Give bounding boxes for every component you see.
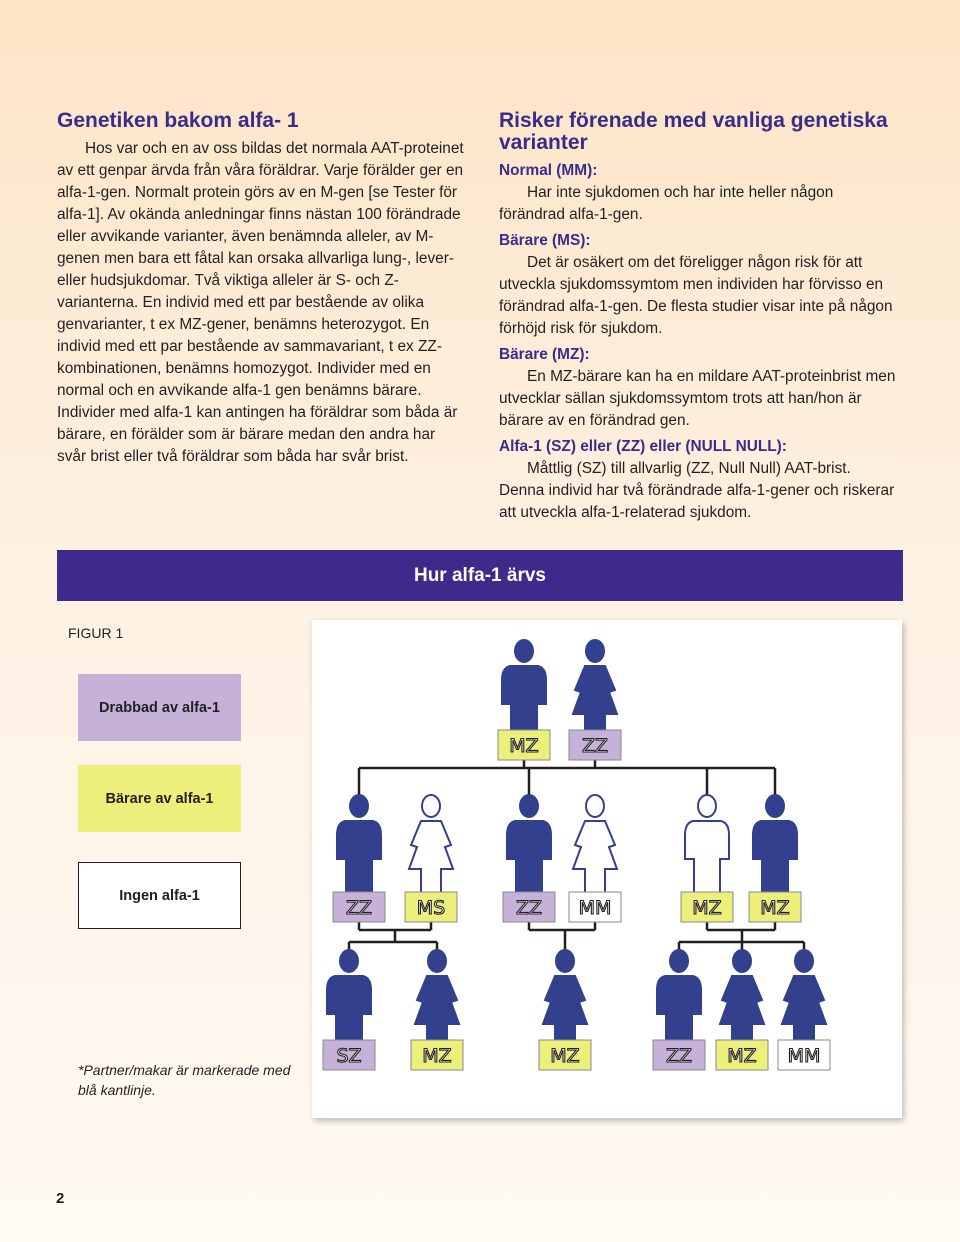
genotype-label: MM bbox=[578, 897, 612, 919]
figure-label: FIGUR 1 bbox=[68, 625, 124, 641]
genotype-label: MZ bbox=[422, 1045, 452, 1067]
genotype-label: SZ bbox=[336, 1045, 362, 1067]
genotype-label: ZZ bbox=[345, 897, 373, 919]
genotype-label: MZ bbox=[760, 897, 790, 919]
risk-heading: Alfa-1 (SZ) eller (ZZ) eller (NULL NULL): bbox=[499, 438, 787, 455]
genotype-label: ZZ bbox=[515, 897, 543, 919]
female-figure-icon bbox=[415, 950, 459, 1050]
genetics-section bbox=[57, 110, 467, 468]
pedigree-person bbox=[681, 795, 733, 922]
risk-text: Måttlig (SZ) till allvarlig (ZZ, Null Null) AAT-brist. Denna individ har två förändrade alfa-1-gener och riskerar att utveckla alfa-1-relaterad sjukdom. bbox=[499, 460, 895, 521]
risk-item-carrier-ms bbox=[499, 230, 899, 340]
male-figure-icon bbox=[337, 795, 381, 895]
figure-banner: Hur alfa-1 ärvs bbox=[57, 550, 903, 601]
pedigree-person bbox=[778, 950, 830, 1070]
genotype-label: MM bbox=[787, 1045, 821, 1067]
pedigree-person bbox=[653, 950, 705, 1070]
pedigree-person bbox=[749, 795, 801, 922]
pedigree-panel bbox=[312, 620, 902, 1118]
legend-none: Ingen alfa-1 bbox=[78, 862, 241, 929]
genetics-paragraph: Hos var och en av oss bildas det normala AAT-proteinet av ett genpar ärvda från våra föräldrar. Varje förälder ger en alfa-1-gen. Normalt protein görs av en M-gen [se Tester för alfa-1]. Av okända anledningar finns nästan 100 förändrade eller avvikande varianter, även benämnda alleler, av M-genen men bara ett fåtal kan orsaka allvarliga lung-, lever- eller hudsjukdomar. Två viktiga alleler är S- och Z-varianterna. En individ med ett par bestående av olika genvarianter, t ex MZ-gener, benämns heterozygot. En individ med ett par bestående av sammavariant, t ex ZZ-kombinationen, benämns homozygot. Individer med en normal och en avvikande alfa-1 gen benämns bärare. Individer med alfa-1 kan antingen ha föräldrar som båda är bärare, en förälder som är bärare medan den andra har svår brist eller två föräldrar som båda har svår brist. bbox=[57, 140, 464, 465]
risk-heading: Bärare (MZ): bbox=[499, 346, 590, 363]
male-figure-icon bbox=[657, 950, 701, 1050]
risk-heading: Normal (MM): bbox=[499, 162, 598, 179]
pedigree-person bbox=[498, 640, 550, 760]
risk-heading: Bärare (MS): bbox=[499, 232, 591, 249]
male-figure-icon bbox=[507, 795, 551, 895]
risk-item-normal bbox=[499, 160, 899, 226]
pedigree-person bbox=[411, 950, 463, 1070]
female-figure-icon bbox=[409, 795, 453, 895]
pedigree-person bbox=[569, 640, 621, 760]
pedigree-person bbox=[405, 795, 457, 922]
risk-text: Det är osäkert om det föreligger någon risk för att utveckla sjukdomssymtom men individen har förvisso en förändrad alfa-1-gen. De flesta studier visar inte på någon förhöjd risk för sjukdom. bbox=[499, 254, 893, 337]
genotype-label: ZZ bbox=[581, 735, 609, 757]
risks-section bbox=[499, 110, 899, 524]
pedigree-person bbox=[569, 795, 621, 922]
page-number: 2 bbox=[56, 1190, 65, 1207]
male-figure-icon bbox=[502, 640, 546, 740]
female-figure-icon bbox=[720, 950, 764, 1050]
female-figure-icon bbox=[573, 640, 617, 740]
genotype-label: MZ bbox=[692, 897, 722, 919]
female-figure-icon bbox=[573, 795, 617, 895]
pedigree-tree bbox=[312, 620, 902, 1118]
pedigree-person bbox=[716, 950, 768, 1070]
genotype-label: MZ bbox=[550, 1045, 580, 1067]
legend-affected: Drabbad av alfa-1 bbox=[78, 674, 241, 741]
genotype-label: MZ bbox=[727, 1045, 757, 1067]
pedigree-person bbox=[539, 950, 591, 1070]
risk-item-carrier-mz bbox=[499, 344, 899, 432]
genotype-label: ZZ bbox=[665, 1045, 693, 1067]
male-figure-icon bbox=[685, 795, 729, 895]
genotype-label: MS bbox=[416, 897, 446, 919]
legend-carrier: Bärare av alfa-1 bbox=[78, 765, 241, 832]
genetics-title: Genetiken bakom alfa- 1 bbox=[57, 109, 299, 132]
male-figure-icon bbox=[327, 950, 371, 1050]
risks-title: Risker förenade med vanliga genetiska varianter bbox=[499, 109, 888, 154]
pedigree-person bbox=[503, 795, 555, 922]
pedigree-person bbox=[323, 950, 375, 1070]
female-figure-icon bbox=[782, 950, 826, 1050]
partner-note: *Partner/makar är markerade med blå kantlinje. bbox=[78, 1062, 291, 1098]
female-figure-icon bbox=[543, 950, 587, 1050]
pedigree-person bbox=[333, 795, 385, 922]
risk-text: En MZ-bärare kan ha en mildare AAT-proteinbrist men utvecklar sällan sjukdomssymtom trots att han/hon är bärare av en förändrad gen. bbox=[499, 368, 896, 429]
risk-text: Har inte sjukdomen och har inte heller någon förändrad alfa-1-gen. bbox=[499, 184, 834, 223]
risk-item-alfa1 bbox=[499, 436, 899, 524]
male-figure-icon bbox=[753, 795, 797, 895]
genotype-label: MZ bbox=[509, 735, 539, 757]
